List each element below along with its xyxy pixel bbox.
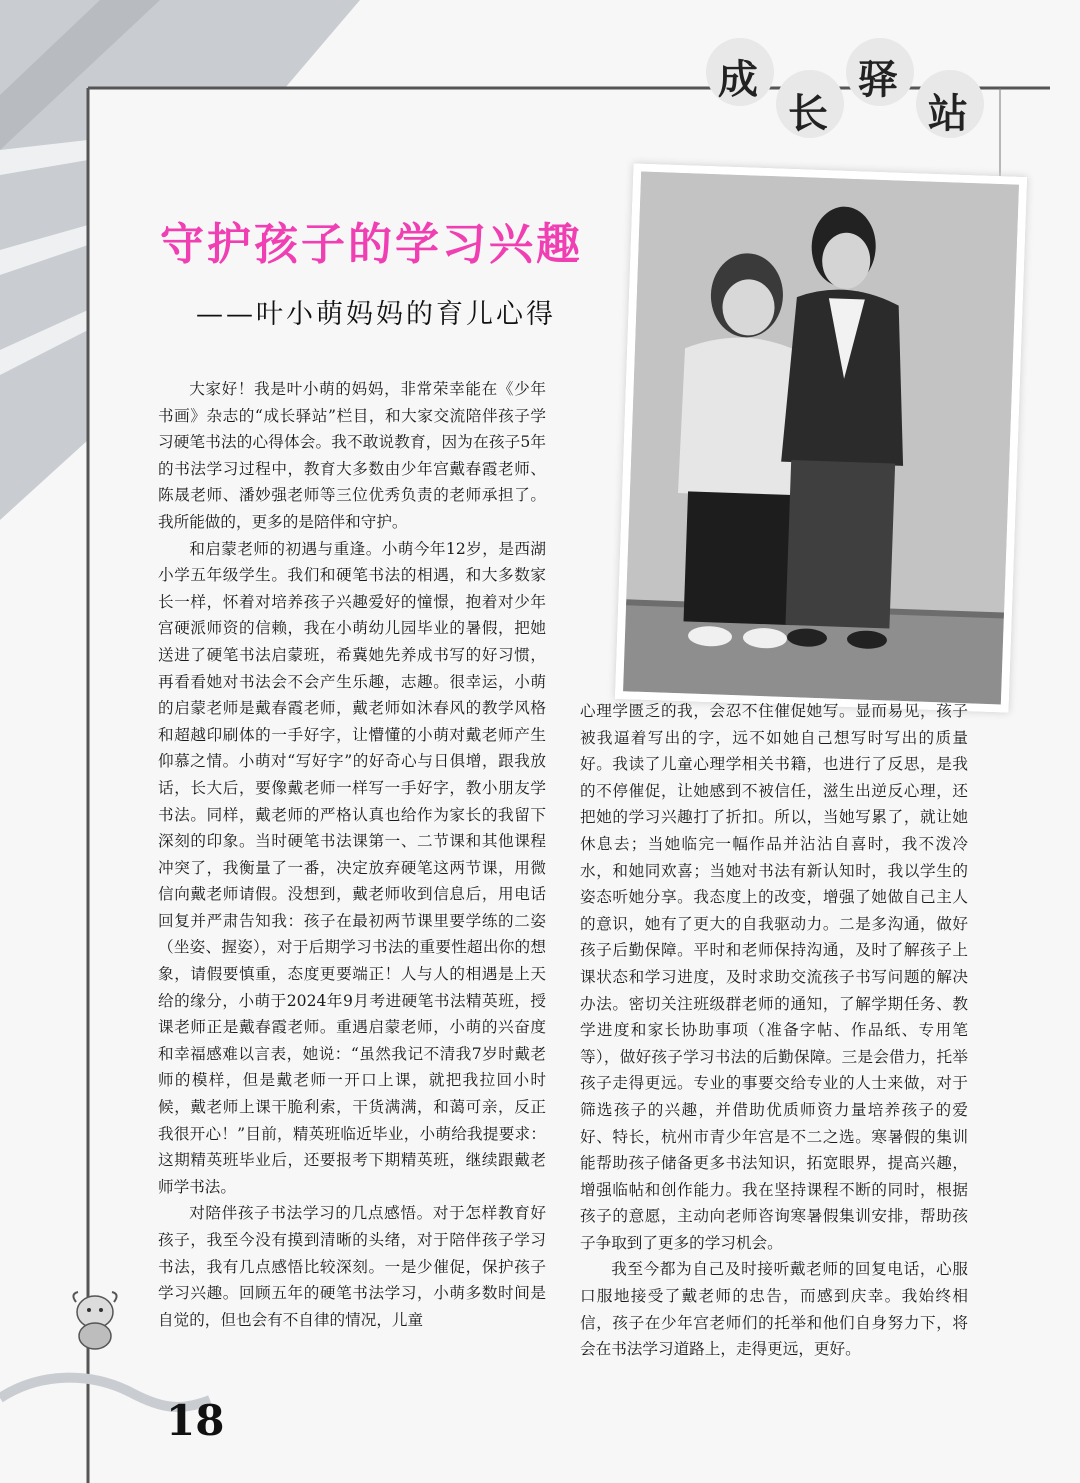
mascot-ox-icon	[66, 1288, 124, 1352]
article-title: 守护孩子的学习兴趣	[160, 219, 583, 270]
paragraph: 大家好！我是叶小萌的妈妈，非常荣幸能在《少年书画》杂志的“成长驿站”栏目，和大家交流陪伴孩子学习硬笔书法的心得体会。我不敢说教育，因为在孩子5年的书法学习过程中，教育大多数由少年宫戴春霞老师、陈晟老师、潘妙强老师等三位优秀负责的老师承担了。我所能做的，更多的是陪伴和守护。	[158, 380, 546, 531]
article-body-right-column	[580, 698, 968, 1363]
section-tag-char-4: 站	[928, 91, 968, 137]
section-tag-char-3: 驿	[858, 57, 898, 103]
article-body-left-column	[158, 376, 546, 1333]
girl-pants	[684, 491, 796, 625]
section-tag-char-1: 成	[718, 57, 758, 103]
mother-daughter-photo	[615, 163, 1027, 712]
mother-jeans	[785, 460, 895, 629]
paragraph: 我至今都为自己及时接听戴老师的回复电话，心服口服地接受了戴老师的忠告，而感到庆幸。我始终相信，孩子在少年宫老师们的托举和他们自身努力下，将会在书法学习道路上，走得更远，更好。	[580, 1260, 968, 1359]
article-subtitle: ——叶小萌妈妈的育儿心得	[196, 299, 556, 330]
paragraph: 心理学匮乏的我，会忍不住催促她写。显而易见，孩子被我逼着写出的字，远不如她自己想写时写出的质量好。我读了儿童心理学相关书籍，也进行了反思，是我的不停催促，让她感到不被信任，滋生出逆反心理，还把她的学习兴趣打了折扣。所以，当她写累了，就让她休息去；当她临完一幅作品并沾沾自喜时，我不泼冷水，和她同欢喜；当她对书法有新认知时，我以学生的姿态听她分享。我态度上的改变，增强了她做自己主人的意识，她有了更大的自我驱动力。二是多沟通，做好孩子后勤保障。平时和老师保持沟通，及时了解孩子上课状态和学习进度，及时求助交流孩子书写问题的解决办法。密切关注班级群老师的通知，了解学期任务、教学进度和家长协助事项（准备字帖、作品纸、专用笔等），做好孩子学习书法的后勤保障。三是会借力，托举孩子走得更远。专业的事要交给专业的人士来做，对于筛选孩子的兴趣，并借助优质师资力量培养孩子的爱好、特长，杭州市青少年宫是不二之选。寒暑假的集训能帮助孩子储备更多书法知识，拓宽眼界，提高兴趣，增强临帖和创作能力。我在坚持课程不断的同时，根据孩子的意愿，主动向老师咨询寒暑假集训安排，帮助孩子争取到了更多的学习机会。	[580, 702, 968, 1252]
photo-illustration	[623, 172, 1019, 705]
paragraph: 对陪伴孩子书法学习的几点感悟。对于怎样教育好孩子，我至今没有摸到清晰的头绪，对于陪伴孩子学习书法，我有几点感悟比较深刻。一是少催促，保护孩子学习兴趣。回顾五年的硬笔书法学习，小萌多数时间是自觉的，但也会有不自律的情况，儿童	[158, 1204, 546, 1329]
section-tag-char-2: 长	[788, 91, 828, 137]
paragraph: 和启蒙老师的初遇与重逢。小萌今年12岁，是西湖小学五年级学生。我们和硬笔书法的相遇，和大多数家长一样，怀着对培养孩子兴趣爱好的憧憬，抱着对少年宫硬派师资的信赖，我在小萌幼儿园毕业的暑假，把她送进了硬笔书法启蒙班，希冀她先养成书写的好习惯，再看看她对书法会不会产生乐趣，志趣。很幸运，小萌的启蒙老师是戴春霞老师，戴老师如沐春风的教学风格和超越印刷体的一手好字，让懵懂的小萌对戴老师产生仰慕之情。小萌对“写好字”的好奇心与日俱增，跟我放话，长大后，要像戴老师一样写一手好字，教小朋友学书法。同样，戴老师的严格认真也给作为家长的我留下深刻的印象。当时硬笔书法课第一、二节课和其他课程冲突了，我衡量了一番，决定放弃硬笔这两节课，用微信向戴老师请假。没想到，戴老师收到信息后，用电话回复并严肃告知我：孩子在最初两节课里要学练的二姿（坐姿、握姿），对于后期学习书法的重要性超出你的想象，请假要慎重，态度更要端正！人与人的相遇是上天给的缘分，小萌于2024年9月考进硬笔书法精英班，授课老师正是戴春霞老师。重遇启蒙老师，小萌的兴奋度和幸福感难以言表，她说：“虽然我记不清我7岁时戴老师的模样，但是戴老师一开口上课，就把我拉回小时候，戴老师上课干脆利索，干货满满，和蔼可亲，反正我很开心！”目前，精英班临近毕业，小萌给我提要求：这期精英班毕业后，还要报考下期精英班，继续跟戴老师学书法。	[158, 539, 546, 1196]
page-number: 18	[166, 1396, 225, 1445]
